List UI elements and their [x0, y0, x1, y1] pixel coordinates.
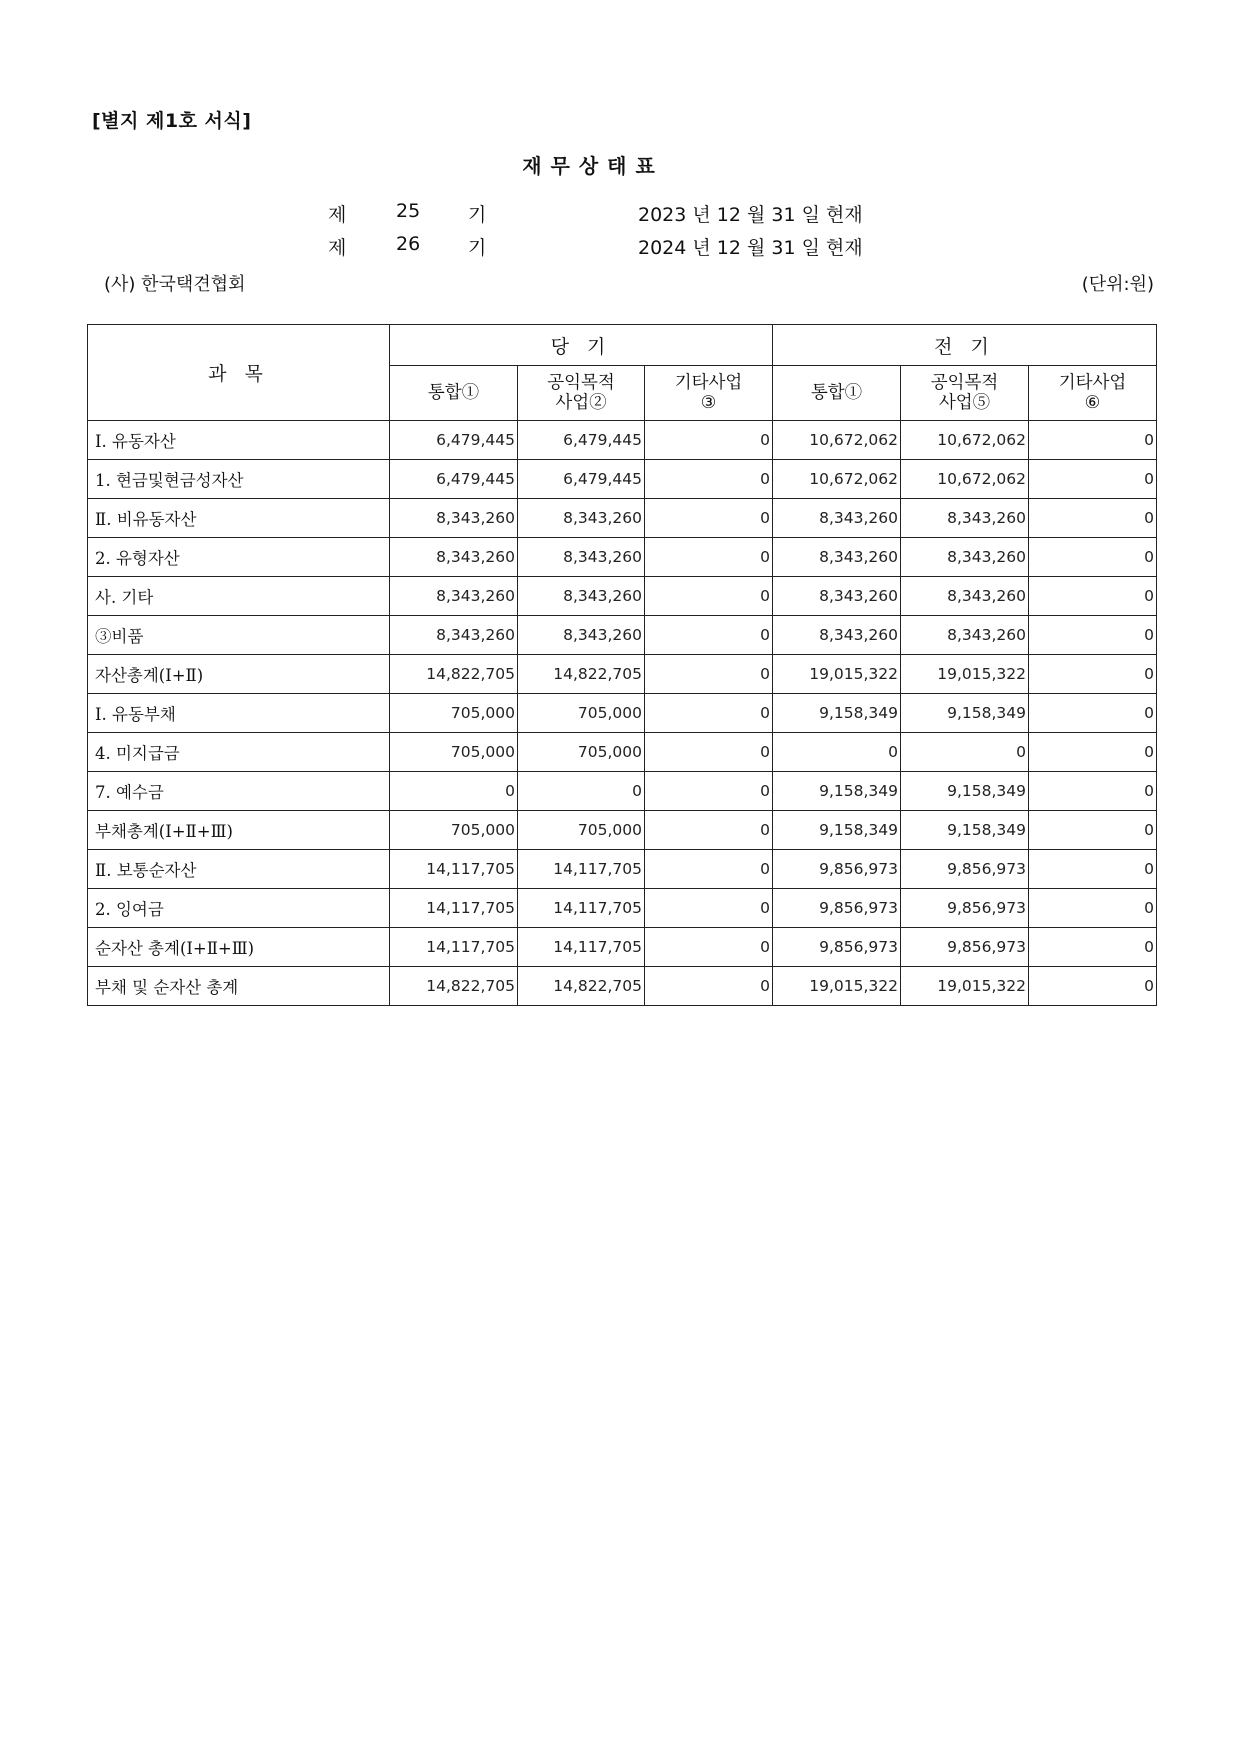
amount-cell: 0: [1029, 499, 1157, 538]
amount-cell: 0: [1029, 811, 1157, 850]
amount-cell: 0: [645, 850, 773, 889]
amount-cell: 8,343,260: [773, 577, 901, 616]
amount-cell: 0: [645, 538, 773, 577]
previous-period-header: 전 기: [773, 325, 1157, 366]
amount-cell: 10,672,062: [773, 421, 901, 460]
amount-cell: 8,343,260: [390, 499, 518, 538]
organization-name: (사) 한국택견협회: [104, 274, 246, 295]
amount-cell: 8,343,260: [773, 538, 901, 577]
amount-cell: 0: [645, 655, 773, 694]
amount-cell: 14,117,705: [518, 928, 645, 967]
account-name: 부채 및 순자산 총계: [88, 967, 390, 1006]
amount-cell: 0: [645, 772, 773, 811]
amount-cell: 8,343,260: [773, 616, 901, 655]
amount-cell: 6,479,445: [390, 421, 518, 460]
amount-cell: 14,117,705: [518, 850, 645, 889]
amount-cell: 9,158,349: [773, 811, 901, 850]
amount-cell: 6,479,445: [390, 460, 518, 499]
account-name: 순자산 총계(Ⅰ+Ⅱ+Ⅲ): [88, 928, 390, 967]
account-name: 1. 현금및현금성자산: [88, 460, 390, 499]
amount-cell: 9,158,349: [901, 811, 1029, 850]
period-number: 26: [396, 233, 421, 255]
amount-cell: 0: [518, 772, 645, 811]
amount-cell: 0: [1029, 460, 1157, 499]
amount-cell: 8,343,260: [518, 577, 645, 616]
table-row: [88, 616, 1157, 655]
amount-cell: 0: [1029, 577, 1157, 616]
amount-cell: 9,856,973: [773, 850, 901, 889]
amount-cell: 14,117,705: [390, 889, 518, 928]
amount-cell: 0: [645, 460, 773, 499]
table-row: [88, 889, 1157, 928]
table-row: [88, 772, 1157, 811]
amount-cell: 14,822,705: [518, 967, 645, 1006]
amount-cell: 8,343,260: [901, 538, 1029, 577]
amount-cell: 9,856,973: [773, 928, 901, 967]
amount-cell: 0: [645, 694, 773, 733]
amount-cell: 0: [645, 577, 773, 616]
amount-cell: 14,117,705: [390, 850, 518, 889]
amount-cell: 0: [1029, 772, 1157, 811]
amount-cell: 8,343,260: [390, 538, 518, 577]
amount-cell: 0: [1029, 733, 1157, 772]
amount-cell: 10,672,062: [773, 460, 901, 499]
amount-cell: 9,158,349: [901, 694, 1029, 733]
amount-cell: 8,343,260: [901, 499, 1029, 538]
period-number: 25: [396, 200, 421, 222]
amount-cell: 8,343,260: [773, 499, 901, 538]
current-period-header: 당 기: [390, 325, 773, 366]
amount-cell: 705,000: [390, 811, 518, 850]
amount-cell: 0: [390, 772, 518, 811]
amount-cell: 0: [1029, 655, 1157, 694]
table-row: [88, 538, 1157, 577]
account-name: 자산총계(Ⅰ+Ⅱ): [88, 655, 390, 694]
amount-cell: 705,000: [390, 694, 518, 733]
amount-cell: 19,015,322: [901, 655, 1029, 694]
amount-cell: 0: [1029, 850, 1157, 889]
amount-cell: 705,000: [390, 733, 518, 772]
document-title: 재무상태표: [522, 154, 664, 178]
amount-cell: 14,117,705: [518, 889, 645, 928]
amount-cell: 14,822,705: [518, 655, 645, 694]
amount-cell: 705,000: [518, 733, 645, 772]
table-row: [88, 928, 1157, 967]
amount-cell: 9,158,349: [773, 772, 901, 811]
amount-cell: 0: [1029, 694, 1157, 733]
account-name: Ⅰ. 유동부채: [88, 694, 390, 733]
amount-cell: 14,822,705: [390, 967, 518, 1006]
amount-cell: 705,000: [518, 694, 645, 733]
amount-cell: 0: [645, 421, 773, 460]
amount-cell: 9,856,973: [901, 928, 1029, 967]
column-header: 기타사업 ⑥: [1029, 366, 1157, 421]
amount-cell: 14,822,705: [390, 655, 518, 694]
account-name: 부채총계(Ⅰ+Ⅱ+Ⅲ): [88, 811, 390, 850]
amount-cell: 0: [1029, 421, 1157, 460]
amount-cell: 0: [645, 733, 773, 772]
amount-cell: 8,343,260: [901, 616, 1029, 655]
column-header: 통합①: [773, 366, 901, 421]
amount-cell: 8,343,260: [518, 499, 645, 538]
account-name: 2. 잉여금: [88, 889, 390, 928]
amount-cell: 0: [645, 616, 773, 655]
amount-cell: 19,015,322: [901, 967, 1029, 1006]
amount-cell: 0: [645, 967, 773, 1006]
amount-cell: 705,000: [518, 811, 645, 850]
period-prefix: 제: [328, 237, 347, 259]
account-name: 사. 기타: [88, 577, 390, 616]
amount-cell: 9,158,349: [901, 772, 1029, 811]
account-name: ③비품: [88, 616, 390, 655]
amount-cell: 0: [1029, 889, 1157, 928]
table-row: [88, 421, 1157, 460]
amount-cell: 0: [901, 733, 1029, 772]
amount-cell: 0: [645, 889, 773, 928]
amount-cell: 6,479,445: [518, 421, 645, 460]
currency-unit: (단위:원): [1081, 274, 1154, 295]
column-header: 공익목적 사업⑤: [901, 366, 1029, 421]
amount-cell: 0: [1029, 616, 1157, 655]
form-label: [별지 제1호 서식]: [92, 110, 252, 132]
amount-cell: 9,856,973: [901, 889, 1029, 928]
period-date: 2024 년 12 월 31 일 현재: [638, 237, 863, 259]
table-row: [88, 460, 1157, 499]
table-row: [88, 733, 1157, 772]
amount-cell: 0: [645, 811, 773, 850]
table-row: [88, 850, 1157, 889]
amount-cell: 6,479,445: [518, 460, 645, 499]
period-prefix: 제: [328, 204, 347, 226]
table-row: [88, 811, 1157, 850]
period-suffix: 기: [468, 237, 487, 259]
amount-cell: 19,015,322: [773, 967, 901, 1006]
period-suffix: 기: [468, 204, 487, 226]
table-row: [88, 694, 1157, 733]
amount-cell: 0: [1029, 928, 1157, 967]
amount-cell: 0: [1029, 967, 1157, 1006]
amount-cell: 8,343,260: [390, 577, 518, 616]
amount-cell: 0: [773, 733, 901, 772]
column-header: 공익목적 사업②: [518, 366, 645, 421]
amount-cell: 8,343,260: [390, 616, 518, 655]
amount-cell: 8,343,260: [518, 616, 645, 655]
amount-cell: 9,856,973: [773, 889, 901, 928]
column-header: 통합①: [390, 366, 518, 421]
table-row: [88, 655, 1157, 694]
amount-cell: 8,343,260: [901, 577, 1029, 616]
amount-cell: 9,158,349: [773, 694, 901, 733]
amount-cell: 14,117,705: [390, 928, 518, 967]
amount-cell: 8,343,260: [518, 538, 645, 577]
table-row: [88, 499, 1157, 538]
amount-cell: 0: [1029, 538, 1157, 577]
table-row: [88, 577, 1157, 616]
column-header: 기타사업 ③: [645, 366, 773, 421]
account-name: Ⅱ. 비유동자산: [88, 499, 390, 538]
amount-cell: 0: [645, 928, 773, 967]
balance-sheet-table: [87, 324, 1157, 1006]
account-name: Ⅱ. 보통순자산: [88, 850, 390, 889]
amount-cell: 9,856,973: [901, 850, 1029, 889]
period-date: 2023 년 12 월 31 일 현재: [638, 204, 863, 226]
amount-cell: 19,015,322: [773, 655, 901, 694]
amount-cell: 0: [645, 499, 773, 538]
amount-cell: 10,672,062: [901, 460, 1029, 499]
account-name: 2. 유형자산: [88, 538, 390, 577]
account-name: 7. 예수금: [88, 772, 390, 811]
table-row: [88, 967, 1157, 1006]
account-name: Ⅰ. 유동자산: [88, 421, 390, 460]
account-name: 4. 미지급금: [88, 733, 390, 772]
subject-header: 과 목: [88, 325, 390, 421]
amount-cell: 10,672,062: [901, 421, 1029, 460]
